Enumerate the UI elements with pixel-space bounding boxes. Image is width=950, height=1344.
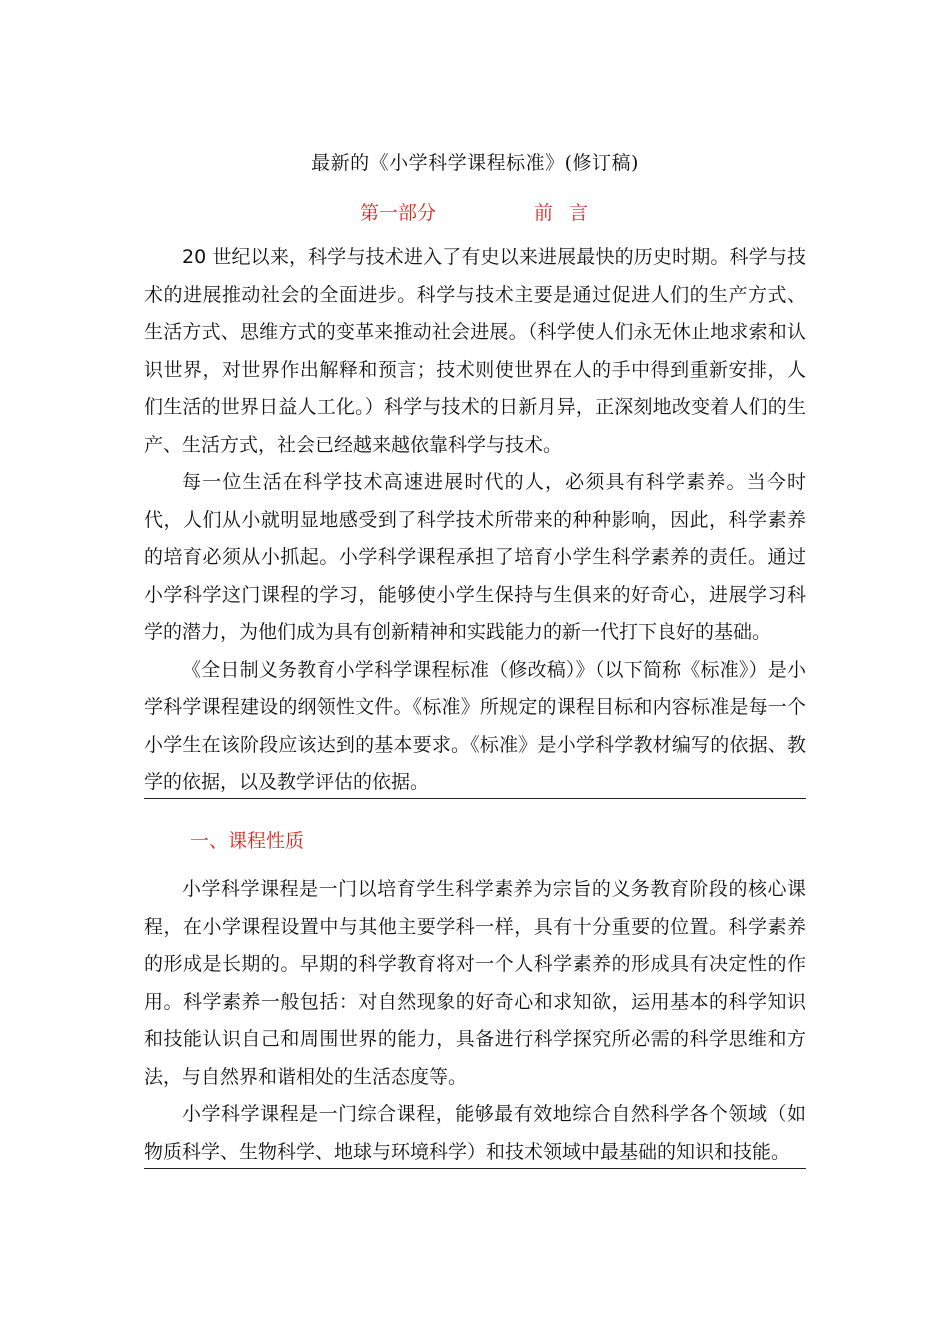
part-label: 第一部分 xyxy=(360,202,437,224)
paragraph: 每一位生活在科学技术高速进展时代的人，必须具有科学素养。当今时代，人们从小就明显地感受到了科学技术所带来的种种影响，因此，科学素养的培育必须从小抓起。小学科学课程承担了培育小学生科学素养的责任。通过小学科学这门课程的学习，能够使小学生保持与生俱来的好奇心，进展学习科学的潜力，为他们成为具有创新精神和实践能力的新一代打下良好的基础。 xyxy=(144,471,806,643)
horizontal-rule xyxy=(144,1168,806,1169)
section-heading: 一、课程性质 xyxy=(190,830,305,852)
horizontal-rule xyxy=(144,798,806,799)
paragraph: 小学科学课程是一门综合课程，能够最有效地综合自然科学各个领域（如物质科学、生物科学、地球与环境科学）和技术领域中最基础的知识和技能。 xyxy=(144,1103,806,1163)
part-title: 前言 xyxy=(534,202,605,224)
document-title: 最新的《小学科学课程标准》(修订稿) xyxy=(311,152,639,174)
paragraph: 《全日制义务教育小学科学课程标准（修改稿）》（以下简称《标准》）是小学科学课程建设的纲领性文件。《标准》所规定的课程目标和内容标准是每一个小学生在该阶段应该达到的基本要求。《标准》是小学科学教材编写的依据、教学的依据，以及教学评估的依据。 xyxy=(144,658,806,793)
paragraph: 小学科学课程是一门以培育学生科学素养为宗旨的义务教育阶段的核心课程，在小学课程设置中与其他主要学科一样，具有十分重要的位置。科学素养的形成是长期的。早期的科学教育将对一个人科学素养的形成具有决定性的作用。科学素养一般包括：对自然现象的好奇心和求知欲，运用基本的科学知识和技能认识自己和周围世界的能力，具备进行科学探究所必需的科学思维和方法，与自然界和谐相处的生活态度等。 xyxy=(144,878,806,1088)
section-body xyxy=(144,871,806,1171)
paragraph: 20 世纪以来，科学与技术进入了有史以来进展最快的历史时期。科学与技术的进展推动社会的全面进步。科学与技术主要是通过促进人们的生产方式、生活方式、思维方式的变革来推动社会进展。（科学使人们永无休止地求索和认识世界，对世界作出解释和预言；技术则使世界在人的手中得到重新安排，人们生活的世界日益人工化。）科学与技术的日新月异，正深刻地改变着人们的生产、生活方式，社会已经越来越依靠科学与技术。 xyxy=(144,246,806,456)
preface-body xyxy=(144,239,806,802)
